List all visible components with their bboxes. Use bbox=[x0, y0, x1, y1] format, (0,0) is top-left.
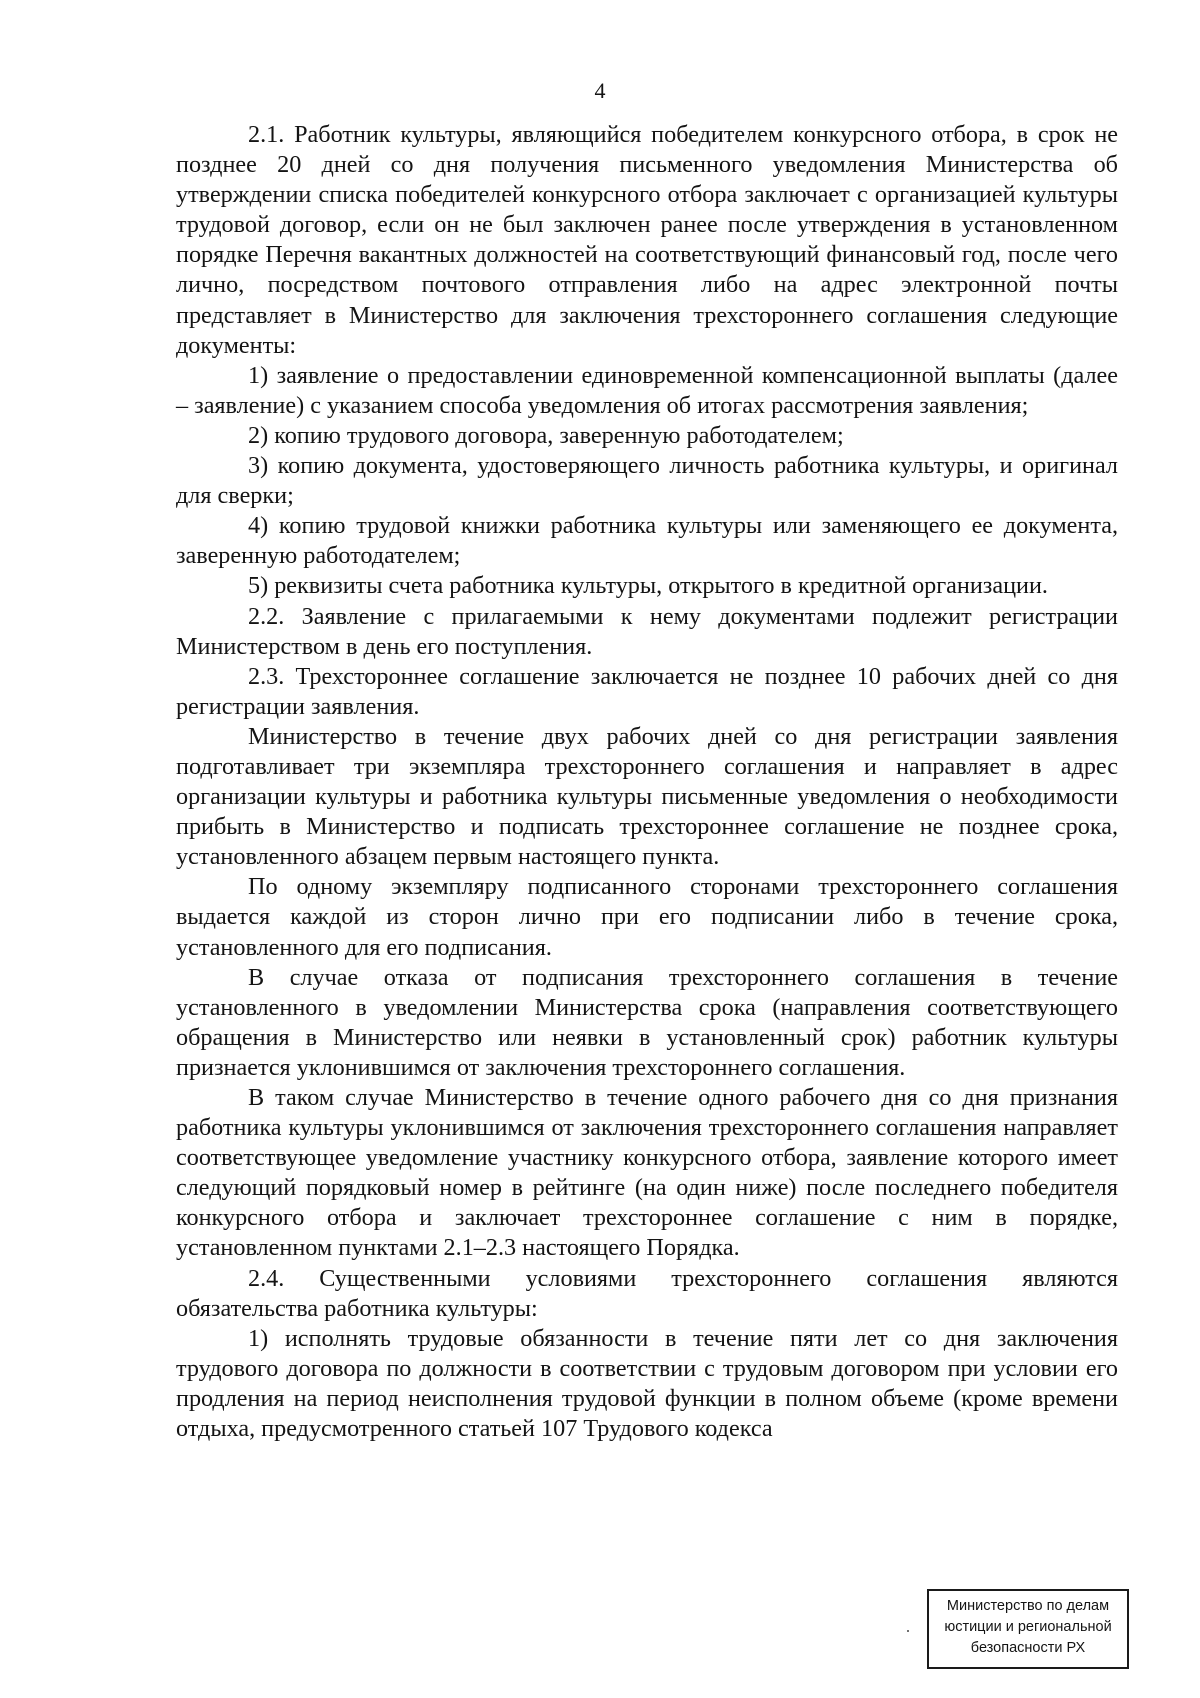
list-item-5: 5) реквизиты счета работника культуры, открытого в кредитной организации. bbox=[248, 572, 1048, 600]
registration-stamp bbox=[927, 1589, 1129, 1669]
list-item-4: 4) копию трудовой книжки работника культуры или заменяющего ее документа, заверенную работодателем; bbox=[176, 512, 1118, 570]
list-item-obligation-1: 1) исполнять трудовые обязанности в течение пяти лет со дня заключения трудового договора по должности в соответствии с трудовым договором при условии его продления на период неисполнения трудовой функции в полном объеме (кроме времени отдыха, предусмотренного статьей 107 Трудового кодекса bbox=[176, 1324, 1118, 1443]
stamp-line-2: юстиции и региональной bbox=[944, 1619, 1112, 1635]
paragraph-2-2: 2.2. Заявление с прилагаемыми к нему документами подлежит регистрации Министерством в день его поступления. bbox=[176, 602, 1118, 660]
stamp-line-1: Министерство по делам bbox=[946, 1598, 1110, 1614]
page-number: 4 bbox=[594, 78, 606, 103]
paragraph-2-4: 2.4. Существенными условиями трехстороннего соглашения являются обязательства работника культуры: bbox=[176, 1264, 1118, 1322]
list-item-3: 3) копию документа, удостоверяющего личность работника культуры, и оригинал для сверки; bbox=[176, 452, 1118, 510]
list-item-2: 2) копию трудового договора, заверенную работодателем; bbox=[248, 421, 844, 449]
paragraph-2-1: 2.1. Работник культуры, являющийся победителем конкурсного отбора, в срок не позднее 20 дней со дня получения письменного уведомления Министерства об утверждении списка победителей конкурсного отбора заключает с организацией культуры трудовой договор, если он не был заключен ранее после утверждения в установленном порядке Перечня вакантных должностей на соответствующий финансовый год, после чего лично, посредством почтового отправления либо на адрес электронной почты представляет в Министерство для заключения трехстороннего соглашения следующие документы: bbox=[176, 121, 1118, 359]
paragraph-copies-issued: По одному экземпляру подписанного сторонами трехстороннего соглашения выдается каждой из сторон лично при его подписании либо в течение срока, установленного для его подписания. bbox=[176, 873, 1118, 961]
scan-speck bbox=[907, 1630, 909, 1632]
list-item-1: 1) заявление о предоставлении единовременной компенсационной выплаты (далее – заявление) с указанием способа уведомления об итогах рассмотрения заявления; bbox=[176, 361, 1118, 419]
paragraph-2-3: 2.3. Трехстороннее соглашение заключается не позднее 10 рабочих дней со дня регистрации заявления. bbox=[176, 662, 1118, 720]
stamp-line-3: безопасности РХ bbox=[970, 1640, 1086, 1656]
paragraph-refusal: В случае отказа от подписания трехстороннего соглашения в течение установленного в уведомлении Министерства срока (направления соответствующего обращения в Министерство или неявки в установленный срок) работник культуры признается уклонившимся от заключения трехстороннего соглашения. bbox=[176, 963, 1118, 1081]
paragraph-ministry-prepares: Министерство в течение двух рабочих дней со дня регистрации заявления подготавливает три экземпляра трехстороннего соглашения и направляет в адрес организации культуры и работника культуры письменные уведомления о необходимости прибыть в Министерство и подписать трехстороннее соглашение не позднее срока, установленного абзацем первым настоящего пункта. bbox=[176, 722, 1118, 871]
paragraph-in-such-case: В таком случае Министерство в течение одного рабочего дня со дня признания работника культуры уклонившимся от заключения трехстороннего соглашения направляет соответствующее уведомление участнику конкурсного отбора, заявление которого имеет следующий порядковый номер в рейтинге (на один ниже) после последнего победителя конкурсного отбора и заключает трехстороннее соглашение с ним в порядке, установленном пунктами 2.1–2.3 настоящего Порядка. bbox=[176, 1084, 1118, 1262]
document-body bbox=[176, 120, 1118, 1444]
